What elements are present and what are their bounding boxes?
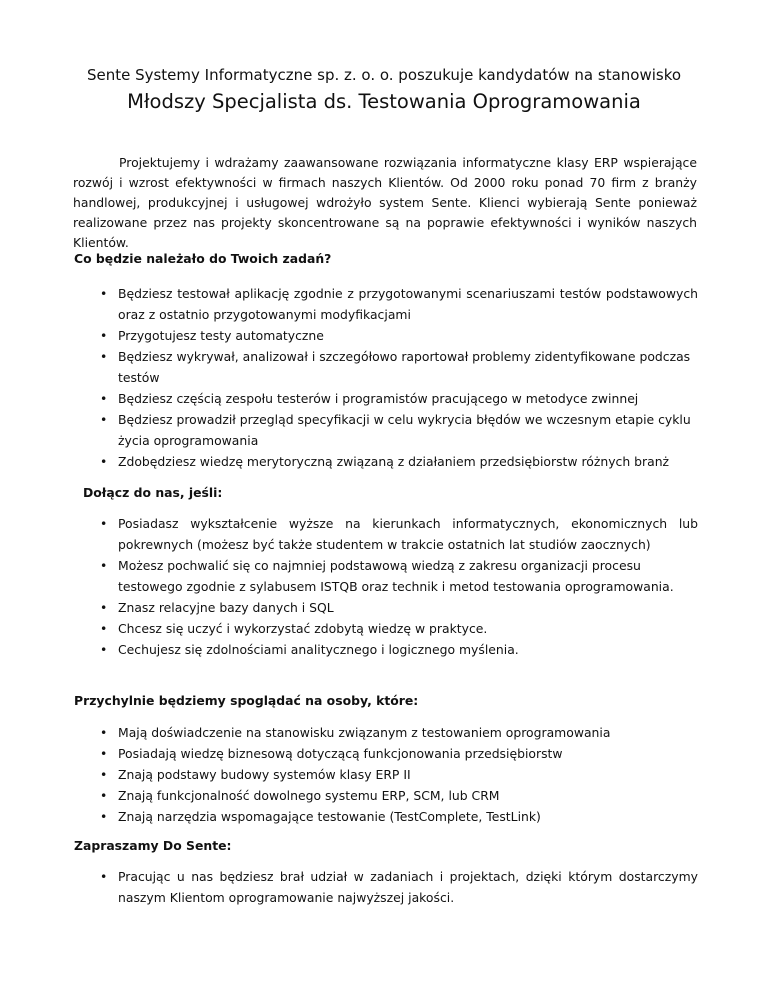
bullet-icon: • — [100, 349, 108, 364]
list-item-text: Będziesz testował aplikację zgodnie z przygotowanymi scenariuszami testów podstawowych oraz z ostatnio przygotowanymi modyfikacjami — [118, 286, 698, 322]
list-item-text: Znasz relacyjne bazy danych i SQL — [118, 600, 334, 615]
list-item — [100, 618, 698, 639]
bullet-icon: • — [100, 725, 108, 740]
list-item — [100, 743, 698, 764]
list-item — [100, 764, 698, 785]
bullet-icon: • — [100, 286, 108, 301]
section-title-nice-to-have: Przychylnie będziemy spoglądać na osoby, które: — [74, 693, 419, 708]
list-item-text: Będziesz wykrywał, analizował i szczegółowo raportował problemy zidentyfikowane podczas testów — [118, 349, 691, 385]
section-title-requirements: Dołącz do nas, jeśli: — [83, 485, 223, 500]
position-title: Młodszy Specjalista ds. Testowania Oprogramowania — [127, 90, 641, 113]
list-item-text: Zdobędziesz wiedzę merytoryczną związaną z działaniem przedsiębiorstw różnych branż — [118, 454, 670, 469]
company-intro-line: Sente Systemy Informatyczne sp. z. o. o. poszukuje kandydatów na stanowisko — [86, 66, 682, 84]
bullet-icon: • — [100, 621, 108, 636]
list-item-text: Posiadasz wykształcenie wyższe na kierunkach informatycznych, ekonomicznych lub pokrewnych (możesz być także studentem w trakcie ostatnich lat studiów zaocznych) — [118, 516, 698, 552]
list-item-text: Będziesz częścią zespołu testerów i programistów pracującego w metodyce zwinnej — [118, 391, 639, 406]
list-item-text: Możesz pochwalić się co najmniej podstawową wiedzą z zakresu organizacji procesu testowego zgodnie z sylabusem ISTQB oraz technik i metod testowania oprogramowania. — [118, 558, 674, 594]
list-item — [100, 513, 698, 555]
list-item — [100, 597, 698, 618]
list-item-text: Posiadają wiedzę biznesową dotyczącą funkcjonowania przedsiębiorstw — [118, 746, 563, 761]
section-title-invitation: Zapraszamy Do Sente: — [74, 838, 232, 853]
list-item-text: Znają funkcjonalność dowolnego systemu ERP, SCM, lub CRM — [118, 788, 500, 803]
bullet-icon: • — [100, 391, 108, 406]
bullet-icon: • — [100, 788, 108, 803]
list-item — [100, 785, 698, 806]
bullet-icon: • — [100, 642, 108, 657]
requirements-list — [100, 513, 698, 660]
bullet-icon: • — [100, 412, 108, 427]
list-item-text: Pracując u nas będziesz brał udział w zadaniach i projektach, dzięki którym dostarczymy naszym Klientom oprogramowanie najwyższej jakości. — [118, 869, 698, 905]
invitation-list — [100, 866, 698, 908]
list-item — [100, 806, 698, 827]
bullet-icon: • — [100, 746, 108, 761]
duties-list — [100, 283, 698, 472]
list-item-text: Chcesz się uczyć i wykorzystać zdobytą wiedzę w praktyce. — [118, 621, 488, 636]
list-item — [100, 325, 698, 346]
bullet-icon: • — [100, 809, 108, 824]
list-item-text: Będziesz prowadził przegląd specyfikacji w celu wykrycia błędów we wczesnym etapie cyklu życia oprogramowania — [118, 412, 691, 448]
list-item-text: Znają narzędzia wspomagające testowanie (TestComplete, TestLink) — [118, 809, 541, 824]
bullet-icon: • — [100, 600, 108, 615]
list-item-text: Znają podstawy budowy systemów klasy ERP II — [118, 767, 411, 782]
list-item — [100, 866, 698, 908]
list-item — [100, 283, 698, 325]
intro-paragraph: Projektujemy i wdrażamy zaawansowane rozwiązania informatyczne klasy ERP wspierające rozwój i wzrost efektywności w firmach naszych Klientów. Od 2000 roku ponad 70 firm z branży handlowej, produkcyjnej i usługowej wdrożyło system Sente. Klienci wybierają Sente ponieważ realizowane przez nas projekty skoncentrowane są na poprawie efektywności i wyników naszych Klientów. — [73, 155, 697, 250]
bullet-icon: • — [100, 869, 108, 884]
bullet-icon: • — [100, 454, 108, 469]
list-item — [100, 555, 698, 597]
list-item-text: Mają doświadczenie na stanowisku związanym z testowaniem oprogramowania — [118, 725, 611, 740]
list-item — [100, 639, 698, 660]
section-title-duties: Co będzie należało do Twoich zadań? — [74, 251, 332, 266]
list-item — [100, 451, 698, 472]
nice-to-have-list — [100, 722, 698, 827]
bullet-icon: • — [100, 516, 108, 531]
list-item — [100, 388, 698, 409]
list-item — [100, 722, 698, 743]
bullet-icon: • — [100, 767, 108, 782]
bullet-icon: • — [100, 558, 108, 573]
list-item-text: Cechujesz się zdolnościami analitycznego i logicznego myślenia. — [118, 642, 519, 657]
bullet-icon: • — [100, 328, 108, 343]
list-item-text: Przygotujesz testy automatyczne — [118, 328, 324, 343]
list-item — [100, 346, 698, 388]
list-item — [100, 409, 698, 451]
